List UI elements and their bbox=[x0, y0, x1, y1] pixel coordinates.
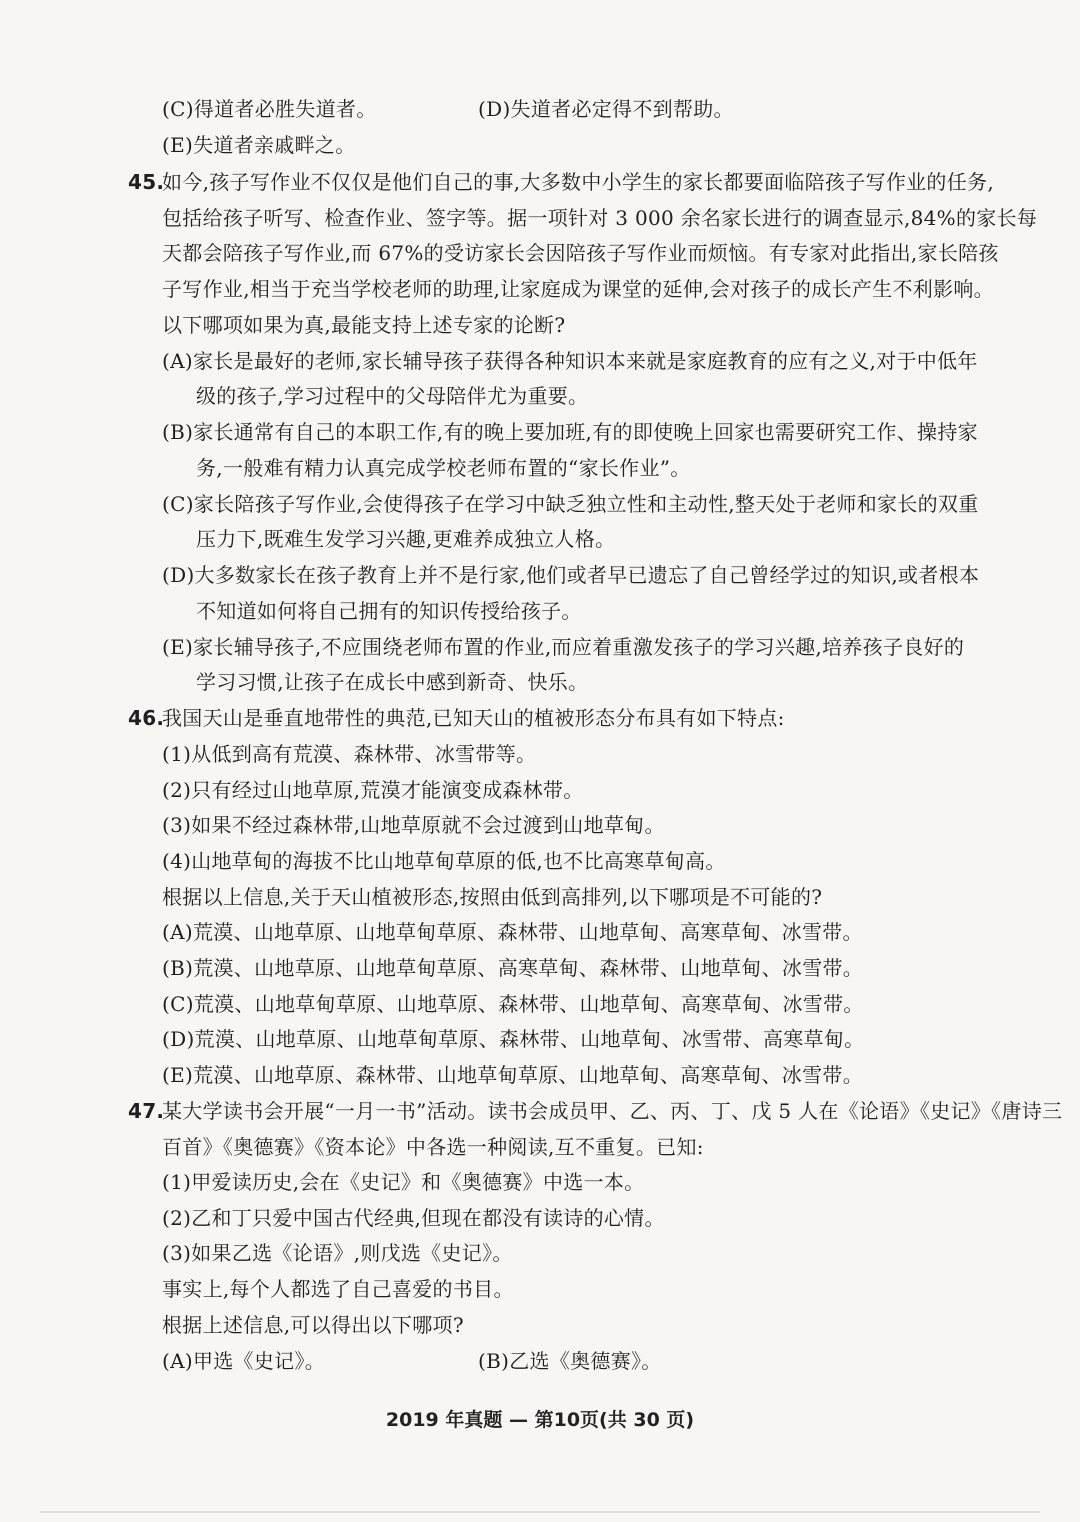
q47-fact: 事实上,每个人都选了自己喜爱的书目。 bbox=[162, 1277, 514, 1301]
q45-option-e: (E)家长辅导孩子,不应围绕老师布置的作业,而应着重激发孩子的学习兴趣,培养孩子良好的 bbox=[162, 635, 965, 659]
q45-number: 45. bbox=[128, 170, 165, 194]
q45-option-d-cont: 不知道如何将自己拥有的知识传授给孩子。 bbox=[196, 599, 582, 623]
q44-option-e: (E)失道者亲戚畔之。 bbox=[162, 133, 356, 157]
q46-condition: (1)从低到高有荒漠、森林带、冰雪带等。 bbox=[162, 742, 537, 766]
q45-option-a: (A)家长是最好的老师,家长辅导孩子获得各种知识本来就是家庭教育的应有之义,对于中低年 bbox=[162, 349, 978, 373]
q46-option-b: (B)荒漠、山地草原、山地草甸草原、高寒草甸、森林带、山地草甸、冰雪带。 bbox=[162, 956, 864, 980]
q46-condition: (3)如果不经过森林带,山地草原就不会过渡到山地草甸。 bbox=[162, 813, 665, 837]
page-footer: 2019 年真题 — 第10页(共 30 页) bbox=[385, 1409, 695, 1431]
q45-question: 以下哪项如果为真,最能支持上述专家的论断? bbox=[162, 313, 566, 337]
q47-option-b: (B)乙选《奥德赛》。 bbox=[478, 1349, 662, 1373]
q45-stem-line: 天都会陪孩子写作业,而 67%的受访家长会因陪孩子写作业而烦恼。有专家对此指出,家长陪孩 bbox=[162, 241, 999, 265]
q46-option-d: (D)荒漠、山地草原、山地草甸草原、森林带、山地草甸、冰雪带、高寒草甸。 bbox=[162, 1027, 865, 1051]
q44-option-d: (D)失道者必定得不到帮助。 bbox=[478, 97, 734, 121]
q47-number: 47. bbox=[128, 1099, 165, 1123]
q45-option-c: (C)家长陪孩子写作业,会使得孩子在学习中缺乏独立性和主动性,整天处于老师和家长的双重 bbox=[162, 492, 979, 516]
q46-option-a: (A)荒漠、山地草原、山地草甸草原、森林带、山地草甸、高寒草甸、冰雪带。 bbox=[162, 920, 863, 944]
q45-stem-line: 子写作业,相当于充当学校老师的助理,让家庭成为课堂的延伸,会对孩子的成长产生不利影响。 bbox=[162, 277, 994, 301]
q46-condition: (2)只有经过山地草原,荒漠才能演变成森林带。 bbox=[162, 778, 584, 802]
q45-option-b: (B)家长通常有自己的本职工作,有的晚上要加班,有的即使晚上回家也需要研究工作、操持家 bbox=[162, 420, 978, 444]
q45-stem-line: 如今,孩子写作业不仅仅是他们自己的事,大多数中小学生的家长都要面临陪孩子写作业的任务, bbox=[162, 170, 994, 194]
q45-option-b-cont: 务,一般难有精力认真完成学校老师布置的“家长作业”。 bbox=[196, 456, 691, 480]
q47-condition: (2)乙和丁只爱中国古代经典,但现在都没有读诗的心情。 bbox=[162, 1206, 665, 1230]
q44-option-c: (C)得道者必胜失道者。 bbox=[162, 97, 377, 121]
q47-option-a: (A)甲选《史记》。 bbox=[162, 1349, 326, 1373]
q47-condition: (1)甲爱读历史,会在《史记》和《奥德赛》中选一本。 bbox=[162, 1170, 645, 1194]
q45-stem-line: 包括给孩子听写、检查作业、签字等。据一项针对 3 000 余名家长进行的调查显示,84%的家长每 bbox=[162, 206, 1038, 230]
q47-stem-line: 某大学读书会开展“一月一书”活动。读书会成员甲、乙、丙、丁、戊 5 人在《论语》《史记》《唐诗三 bbox=[162, 1099, 1063, 1123]
page-edge-divider bbox=[40, 1511, 1040, 1513]
q45-option-e-cont: 学习习惯,让孩子在成长中感到新奇、快乐。 bbox=[196, 670, 589, 694]
q46-option-c: (C)荒漠、山地草甸草原、山地草原、森林带、山地草甸、高寒草甸、冰雪带。 bbox=[162, 992, 864, 1016]
q45-option-a-cont: 级的孩子,学习过程中的父母陪伴尤为重要。 bbox=[196, 384, 589, 408]
q47-condition: (3)如果乙选《论语》,则戊选《史记》。 bbox=[162, 1241, 513, 1265]
q46-question: 根据以上信息,关于天山植被形态,按照由低到高排列,以下哪项是不可能的? bbox=[162, 885, 823, 909]
q45-option-d: (D)大多数家长在孩子教育上并不是行家,他们或者早已遗忘了自己曾经学过的知识,或者根本 bbox=[162, 563, 980, 587]
q47-stem-line: 百首》《奥德赛》《资本论》中各选一种阅读,互不重复。已知: bbox=[162, 1135, 704, 1159]
q47-question: 根据上述信息,可以得出以下哪项? bbox=[162, 1313, 464, 1337]
q46-option-e: (E)荒漠、山地草原、森林带、山地草甸草原、山地草甸、高寒草甸、冰雪带。 bbox=[162, 1063, 864, 1087]
q46-number: 46. bbox=[128, 706, 165, 730]
q45-option-c-cont: 压力下,既难生发学习兴趣,更难养成独立人格。 bbox=[196, 527, 616, 551]
q46-stem: 我国天山是垂直地带性的典范,已知天山的植被形态分布具有如下特点: bbox=[162, 706, 785, 730]
q46-condition: (4)山地草甸的海拔不比山地草甸草原的低,也不比高寒草甸高。 bbox=[162, 849, 726, 873]
